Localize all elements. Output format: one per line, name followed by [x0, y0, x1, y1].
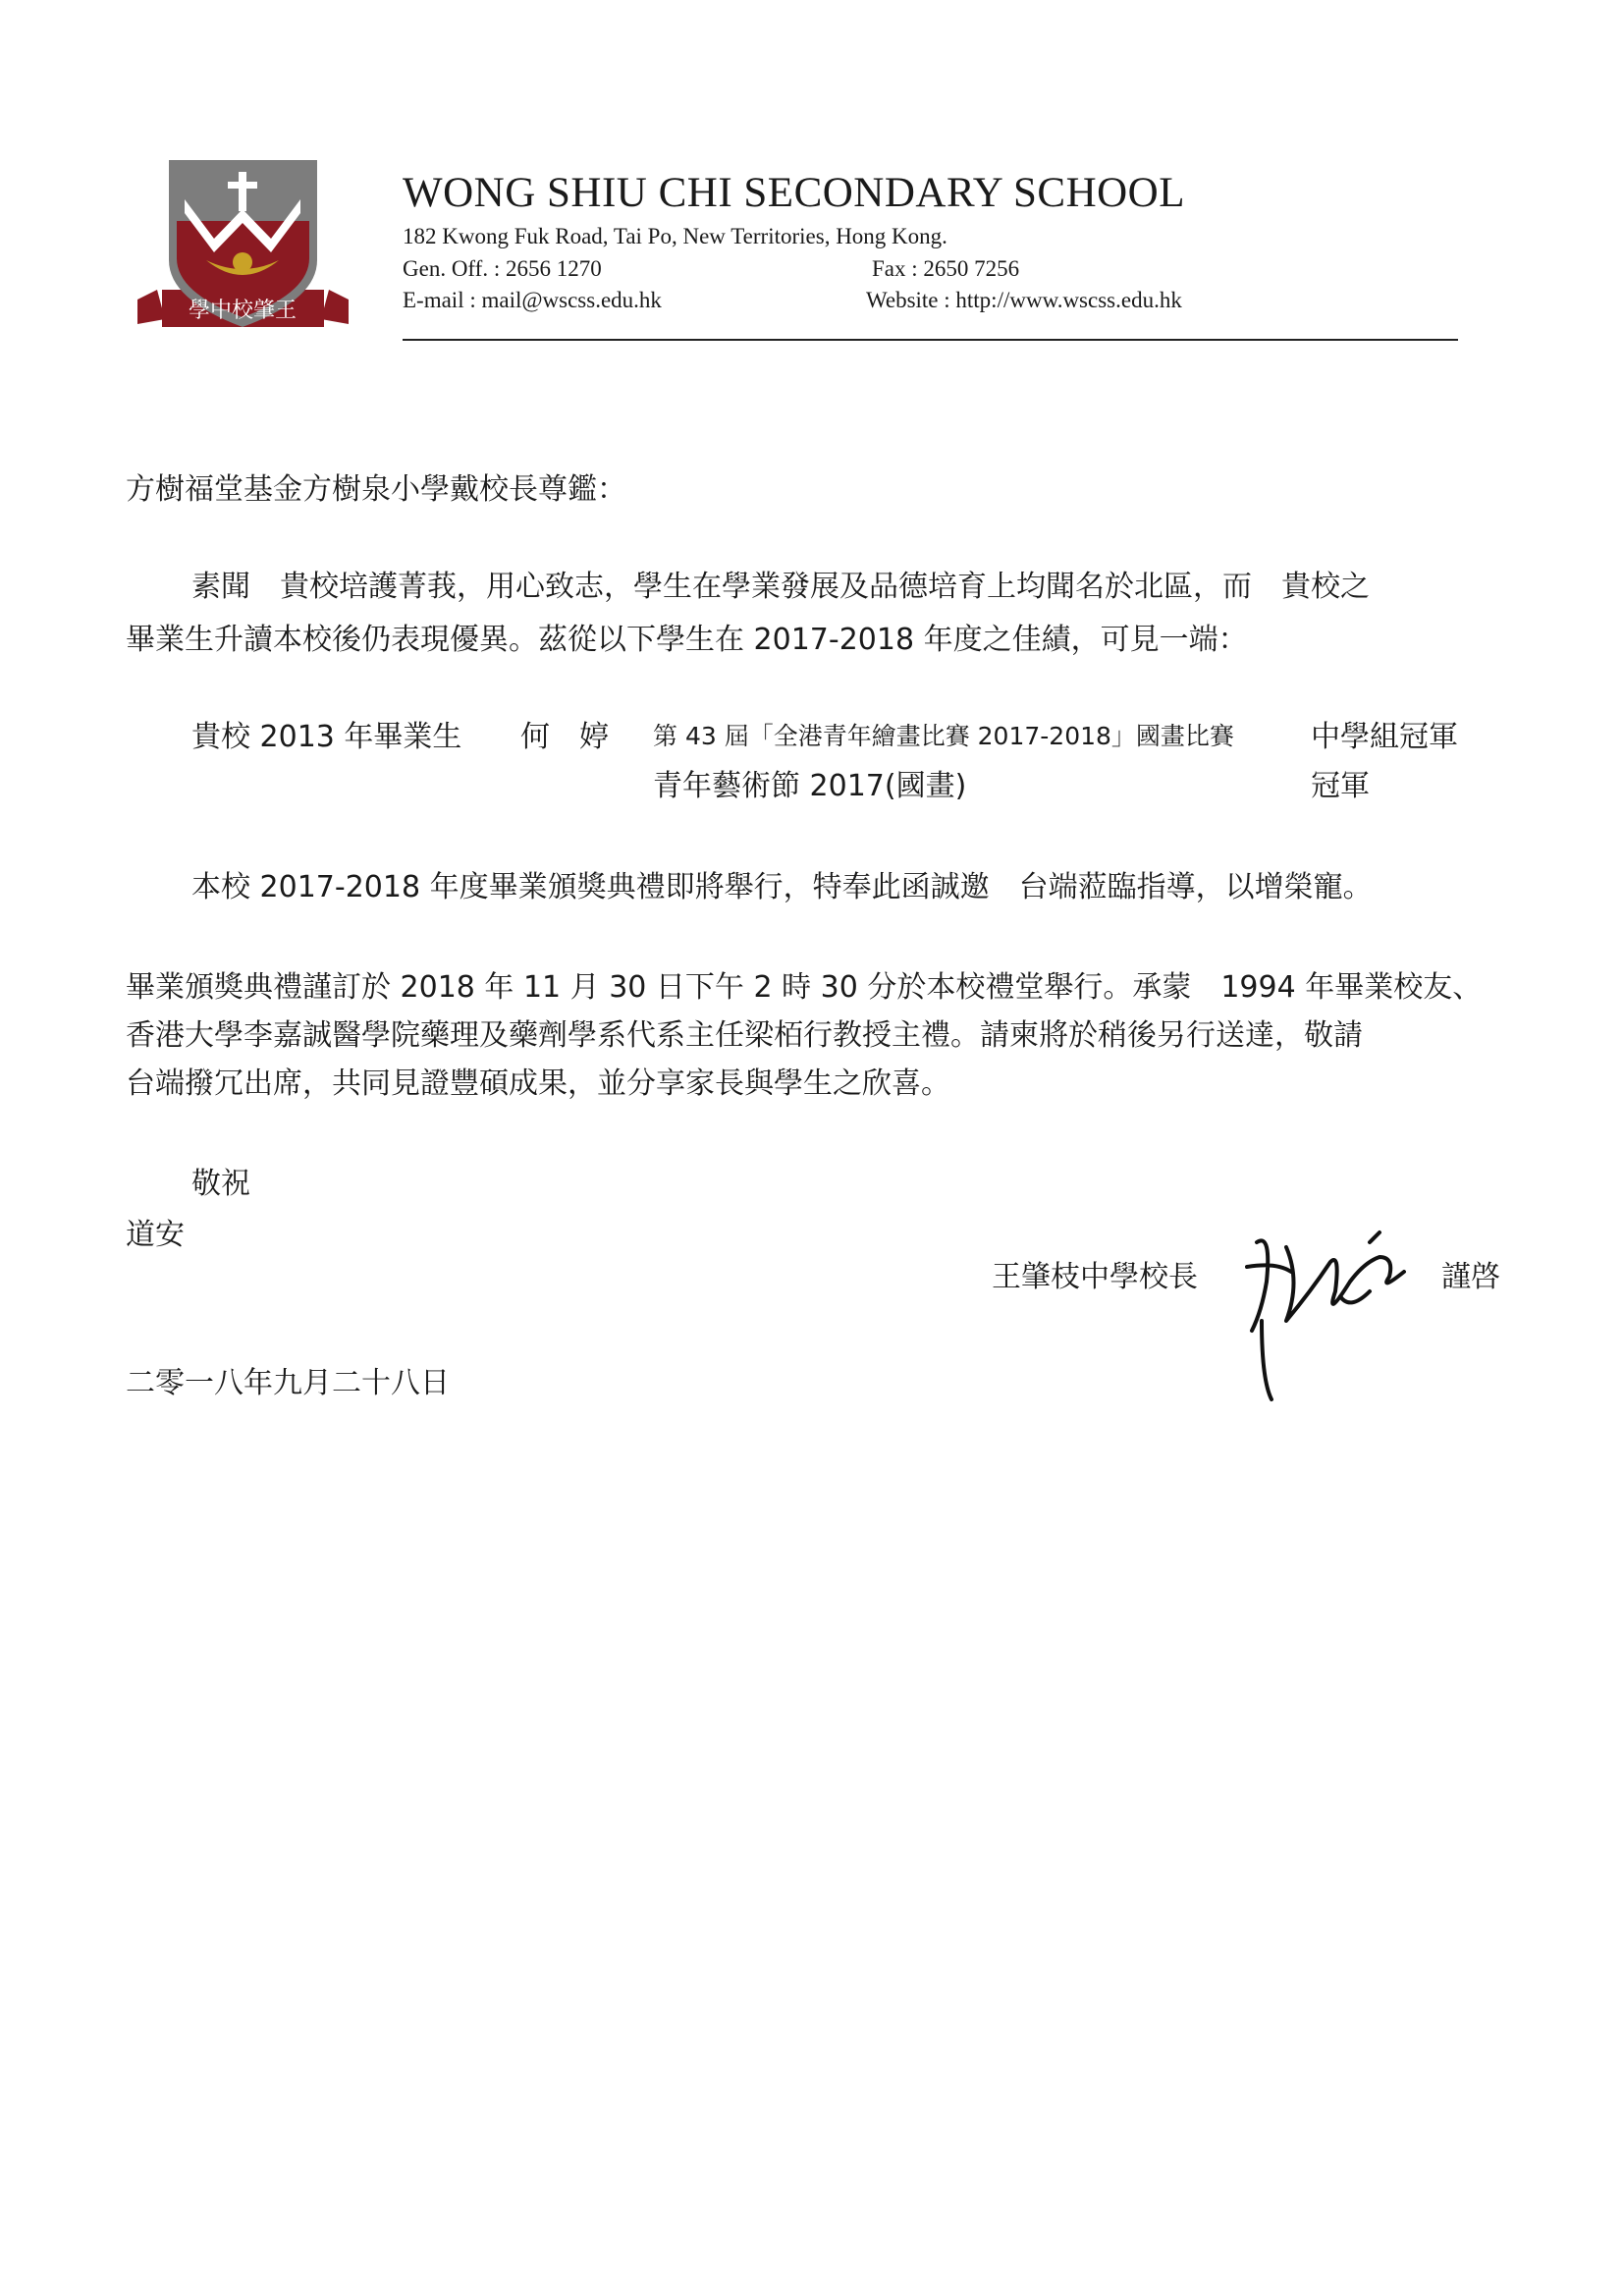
student-description: 貴校 2013 年畢業生	[191, 720, 462, 754]
sign-off: 謹啓	[1441, 1260, 1500, 1294]
achievement-event-2: 青年藝術節 2017(國畫)	[653, 769, 967, 803]
paragraph-3-line-2: 香港大學李嘉誠醫學院藥理及藥劑學系代系主任梁栢行教授主禮。請柬將於稍後另行送達，敬請	[126, 1018, 1363, 1053]
student-name: 何 婷	[520, 720, 609, 754]
salutation: 方樹福堂基金方樹泉小學戴校長尊鑑：	[126, 472, 626, 507]
paragraph-2: 本校 2017-2018 年度畢業頒獎典禮即將舉行，特奉此函誠邀 台端蒞臨指導，以增榮寵。	[191, 870, 1373, 904]
closing-greeting: 敬祝	[191, 1167, 250, 1201]
general-office-phone: Gen. Off. : 2656 1270	[403, 256, 602, 281]
letterhead	[137, 152, 1463, 358]
achievement-result-2: 冠軍	[1311, 769, 1370, 803]
achievement-event-1: 第 43 屆「全港青年繪畫比賽 2017-2018」國畫比賽	[653, 722, 1234, 750]
header-divider	[403, 339, 1458, 341]
school-name: WONG SHIU CHI SECONDARY SCHOOL	[403, 170, 1185, 216]
paragraph-1-line-2: 畢業生升讀本校後仍表現優異。茲從以下學生在 2017-2018 年度之佳績，可見一端：	[126, 623, 1248, 657]
school-address: 182 Kwong Fuk Road, Tai Po, New Territories, Hong Kong.	[403, 224, 947, 248]
school-website: Website : http://www.wscss.edu.hk	[866, 288, 1182, 312]
letter-date: 二零一八年九月二十八日	[126, 1366, 450, 1400]
school-email: E-mail : mail@wscss.edu.hk	[403, 288, 662, 312]
paragraph-3-line-3: 台端撥冗出席，共同見證豐碩成果，並分享家長與學生之欣喜。	[126, 1066, 950, 1101]
handwritten-signature	[1232, 1223, 1419, 1409]
closing-wish: 道安	[126, 1218, 185, 1252]
crest-motto: 學中校肇王	[188, 299, 298, 323]
school-crest-logo	[137, 152, 349, 358]
achievement-result-1: 中學組冠軍	[1311, 720, 1458, 754]
paragraph-3-line-1: 畢業頒獎典禮謹訂於 2018 年 11 月 30 日下午 2 時 30 分於本校禮堂舉行。承蒙 1994 年畢業校友、	[126, 970, 1483, 1005]
fax-number: Fax : 2650 7256	[872, 256, 1020, 281]
signer-title: 王肇枝中學校長	[992, 1260, 1198, 1294]
paragraph-1-line-1: 素聞 貴校培護菁莪，用心致志，學生在學業發展及品德培育上均聞名於北區，而 貴校之	[191, 570, 1370, 604]
